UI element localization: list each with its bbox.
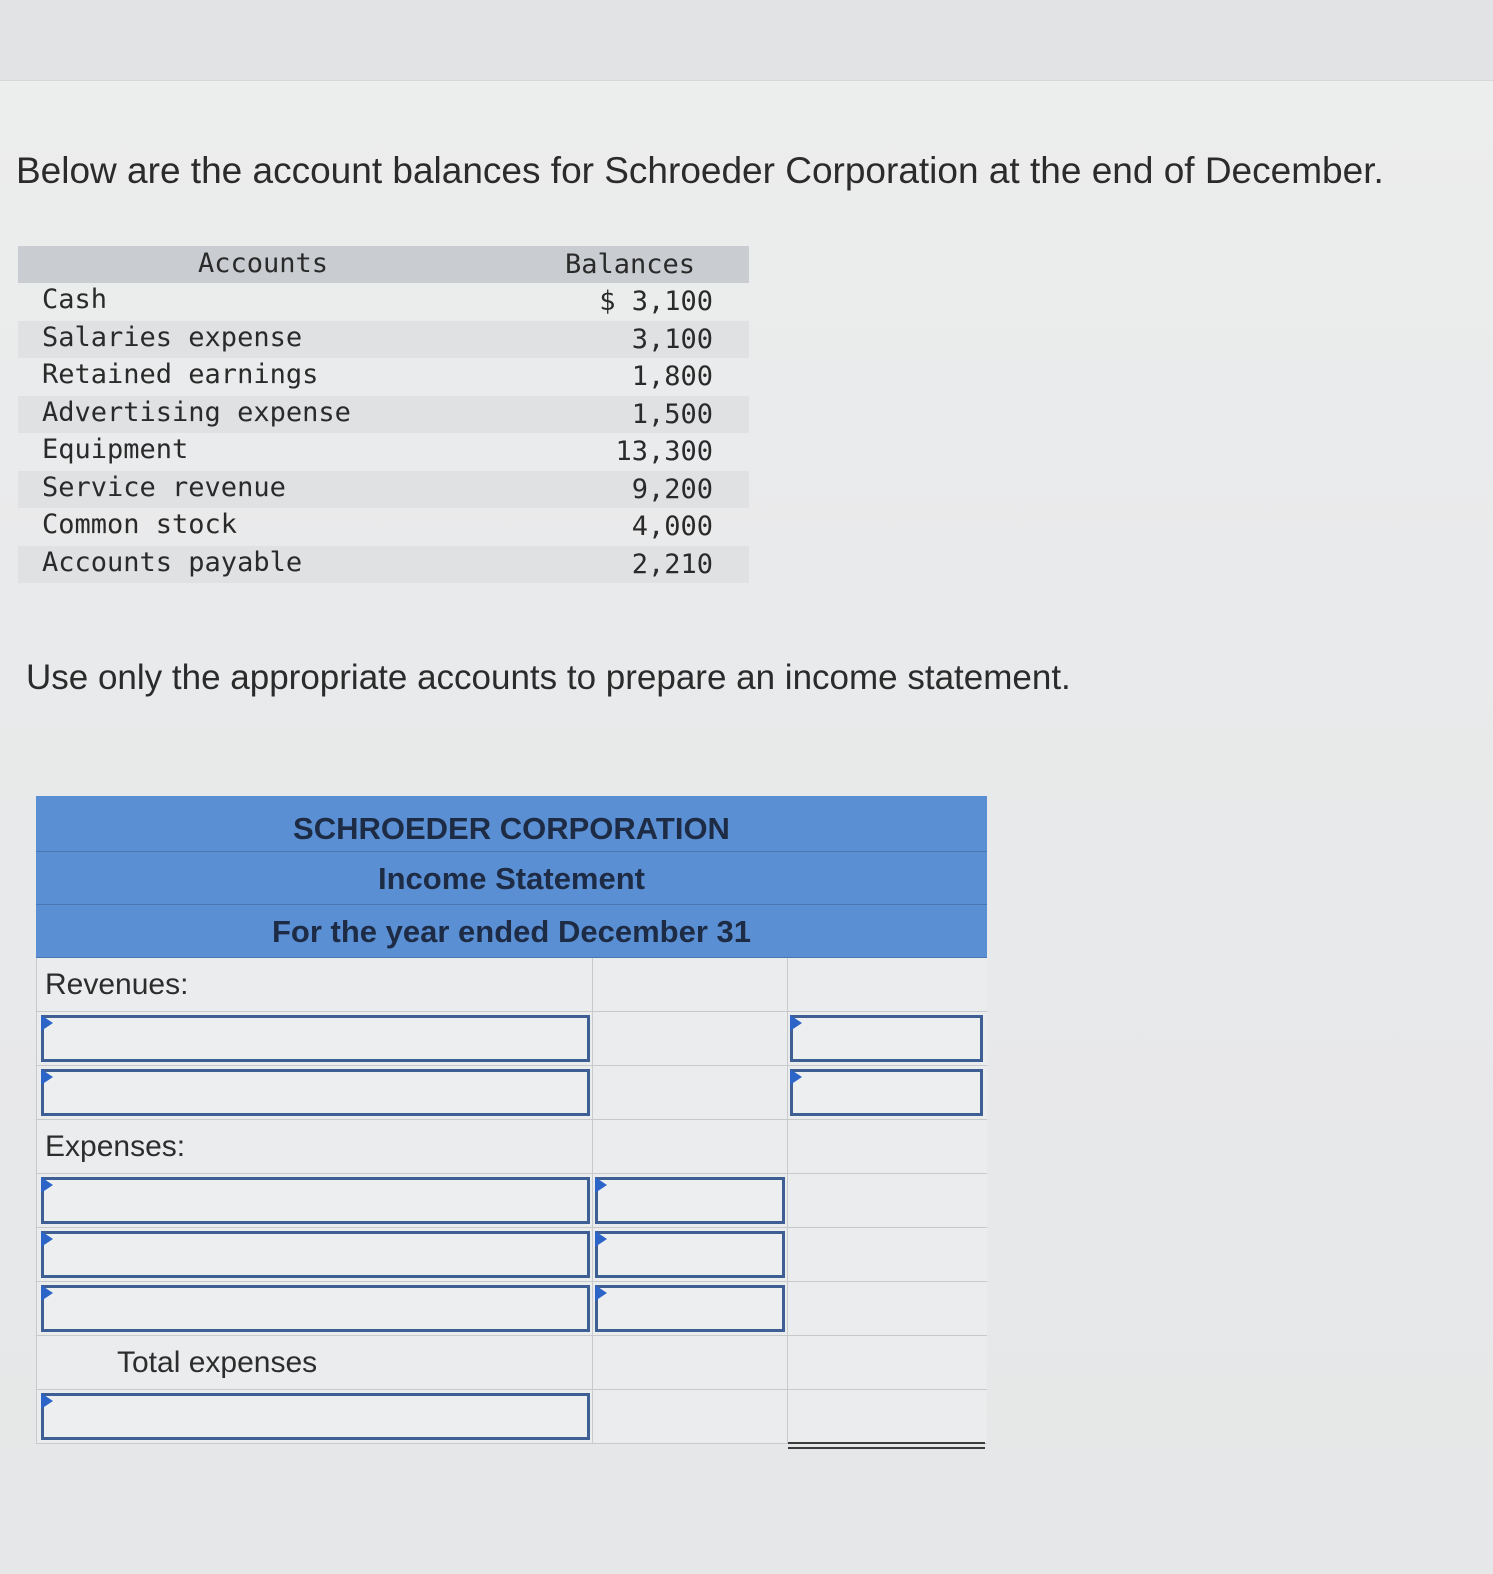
input-marker-icon	[595, 1177, 607, 1193]
intro-text: Below are the account balances for Schroeder Corporation at the end of December.	[16, 150, 1384, 191]
account-name: Cash	[42, 284, 108, 315]
revenue-account-input[interactable]	[41, 1015, 590, 1062]
account-balance: 9,200	[631, 473, 713, 505]
table-row	[18, 471, 749, 509]
income-statement-worksheet	[36, 796, 987, 1444]
account-name: Advertising expense	[42, 396, 351, 428]
revenue-entry-row	[37, 1012, 987, 1066]
input-marker-icon	[595, 1231, 607, 1247]
expense-amount-cell	[592, 1228, 787, 1281]
table-row	[18, 358, 749, 396]
table-row	[18, 396, 749, 434]
expense-account-input[interactable]	[41, 1285, 590, 1332]
net-income-label-cell	[39, 1390, 592, 1443]
expenses-label-row	[37, 1120, 987, 1174]
accounts-column-header: Accounts	[198, 248, 329, 279]
statement-period-header: For the year ended December 31	[36, 905, 987, 958]
input-marker-icon	[790, 1015, 802, 1031]
revenue-amount-cell	[787, 1066, 985, 1119]
revenue-entry-row	[37, 1066, 987, 1120]
cell	[592, 958, 787, 1011]
cell	[787, 1228, 985, 1281]
total-expenses-label: Total expenses	[117, 1346, 318, 1379]
expense-account-cell	[39, 1282, 592, 1335]
table-row	[18, 321, 749, 359]
account-balance: 1,500	[631, 398, 713, 430]
cell	[787, 958, 985, 1011]
account-balance: 1,800	[631, 361, 713, 392]
table-row	[18, 283, 749, 321]
revenue-account-cell	[39, 1066, 592, 1119]
cell	[592, 1120, 787, 1173]
dropdown-marker-icon	[41, 1285, 53, 1301]
account-name: Accounts payable	[42, 546, 303, 578]
revenues-label: Revenues:	[45, 968, 189, 1001]
table-row	[18, 546, 749, 584]
dropdown-marker-icon	[41, 1015, 53, 1031]
statement-title-header: Income Statement	[36, 852, 987, 905]
expense-entry-row	[37, 1174, 987, 1228]
account-balance: 4,000	[631, 511, 713, 542]
revenue-amount-cell	[787, 1012, 985, 1065]
dropdown-marker-icon	[41, 1393, 53, 1409]
cell	[787, 1282, 985, 1335]
account-name: Service revenue	[42, 471, 286, 503]
expense-amount-cell	[592, 1174, 787, 1227]
expense-amount-input[interactable]	[595, 1231, 785, 1278]
top-band	[0, 0, 1493, 81]
account-name: Common stock	[42, 509, 238, 540]
cell	[787, 1336, 985, 1389]
account-name: Equipment	[42, 434, 189, 465]
revenue-amount-input[interactable]	[790, 1015, 983, 1062]
expense-amount-cell	[592, 1282, 787, 1335]
dropdown-marker-icon	[41, 1069, 53, 1085]
revenue-account-cell	[39, 1012, 592, 1065]
input-marker-icon	[595, 1285, 607, 1301]
cell	[592, 1012, 787, 1065]
instruction-text: Use only the appropriate accounts to prepare an income statement.	[26, 658, 1071, 697]
account-name: Salaries expense	[42, 321, 303, 353]
double-underline	[788, 1442, 985, 1449]
dropdown-marker-icon	[41, 1231, 53, 1247]
dropdown-marker-icon	[41, 1177, 53, 1193]
account-name: Retained earnings	[42, 359, 319, 390]
account-balance: 2,210	[631, 548, 713, 580]
account-balance: 13,300	[615, 436, 713, 467]
account-balance: $ 3,100	[599, 286, 713, 317]
expenses-label: Expenses:	[45, 1130, 186, 1163]
revenue-account-input[interactable]	[41, 1069, 590, 1116]
cell	[592, 1066, 787, 1119]
revenues-label-row	[37, 958, 987, 1012]
company-name-header: SCHROEDER CORPORATION	[36, 796, 987, 852]
net-income-row	[37, 1390, 987, 1444]
account-balance: 3,100	[631, 323, 713, 355]
input-marker-icon	[790, 1069, 802, 1085]
expense-amount-input[interactable]	[595, 1285, 785, 1332]
cell	[592, 1336, 787, 1389]
expense-account-cell	[39, 1228, 592, 1281]
expense-account-input[interactable]	[41, 1177, 590, 1224]
cell	[787, 1174, 985, 1227]
balances-column-header: Balances	[565, 249, 696, 280]
total-expenses-row	[37, 1336, 987, 1390]
expense-entry-row	[37, 1282, 987, 1336]
cell	[787, 1120, 985, 1173]
cell	[592, 1390, 787, 1443]
revenue-amount-input[interactable]	[790, 1069, 983, 1116]
expense-amount-input[interactable]	[595, 1177, 785, 1224]
expense-account-input[interactable]	[41, 1231, 590, 1278]
statement-grid	[36, 958, 987, 1444]
table-row	[18, 508, 749, 546]
table-row	[18, 433, 749, 471]
expense-account-cell	[39, 1174, 592, 1227]
net-income-amount-cell	[787, 1390, 985, 1443]
net-income-label-input[interactable]	[41, 1393, 590, 1440]
account-table-header	[18, 246, 749, 283]
account-balances-table	[18, 246, 749, 583]
expense-entry-row	[37, 1228, 987, 1282]
